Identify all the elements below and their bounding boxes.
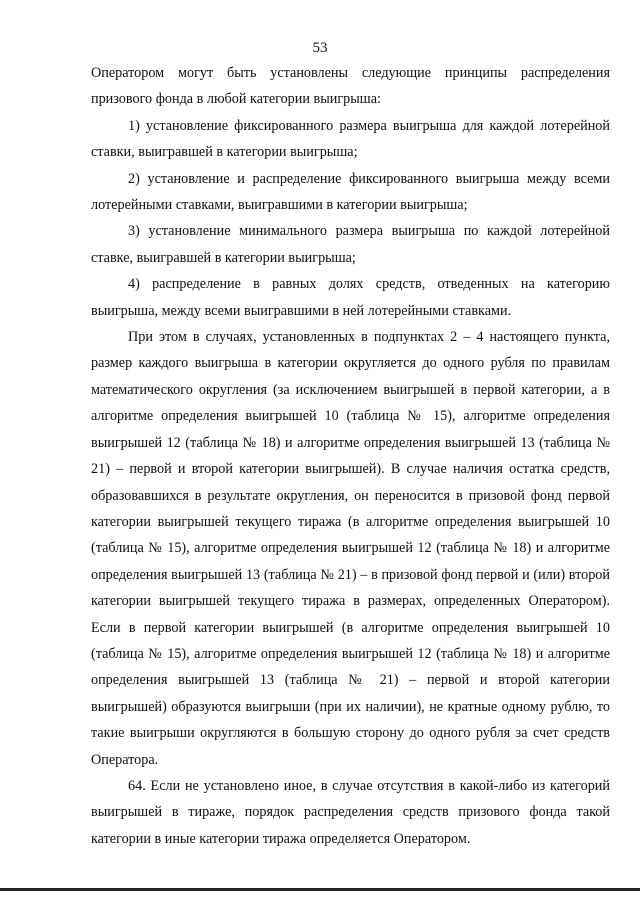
list-item-3: 3) установление минимального размера выигрыша по каждой лотерейной ставке, выигравшей в категории выигрыша; bbox=[91, 223, 610, 266]
list-item-1: 1) установление фиксированного размера выигрыша для каждой лотерейной ставки, выигравшей в категории выигрыша; bbox=[91, 117, 610, 161]
paragraph-clause-64: 64. Если не установлено иное, в случае отсутствия в какой-либо из категорий выигрышей в тираже, порядок распределения средств призового фонда такой категории в иные категории тиража определяется Оператором. bbox=[91, 777, 610, 847]
scan-bottom-edge bbox=[0, 888, 640, 891]
list-item-2: 2) установление и распределение фиксированного выигрыша между всеми лотерейными ставками, выигравшими в категории выигрыша; bbox=[91, 170, 610, 214]
paragraph-intro: Оператором могут быть установлены следующие принципы распределения призового фонда в любой категории выигрыша: bbox=[91, 65, 610, 108]
list-item-4: 4) распределение в равных долях средств, отведенных на категорию выигрыша, между всеми выигравшими в ней лотерейными ставками. bbox=[91, 276, 610, 319]
document-body bbox=[91, 60, 610, 852]
page-number: 53 bbox=[312, 40, 328, 56]
paragraph-rounding-rules: При этом в случаях, установленных в подпунктах 2 – 4 настоящего пункта, размер каждого выигрыша в категории округляется до одного рубля по правилам математического округления (за исключением выигрышей в первой категории, а в алгоритме определения выигрышей 10 (таблица № 15), алгоритме определения выигрышей 12 (таблица № 18) и алгоритме определения выигрышей 13 (таблица № 21) – первой и второй категории выигрышей). В случае наличия остатка средств, образовавшихся в результате округления, он переносится в призовой фонд первой категории выигрышей текущего тиража (в алгоритме определения выигрышей 10 (таблица № 15), алгоритме определения выигрышей 12 (таблица № 18) и алгоритме определения выигрышей 13 (таблица № 21) – в призовой фонд первой и (или) второй категории выигрышей текущего тиража в размерах, определенных Оператором). Если в первой категории выигрышей (в алгоритме определения выигрышей 10 (таблица № 15), алгоритме определения выигрышей 12 (таблица № 18) и алгоритме определения выигрышей 13 (таблица № 21) – первой и второй категории выигрышей) образуются выигрыши (при их наличии), не кратные одному рублю, то такие выигрыши округляются в большую сторону до одного рубля за счет средств Оператора. bbox=[91, 329, 610, 768]
